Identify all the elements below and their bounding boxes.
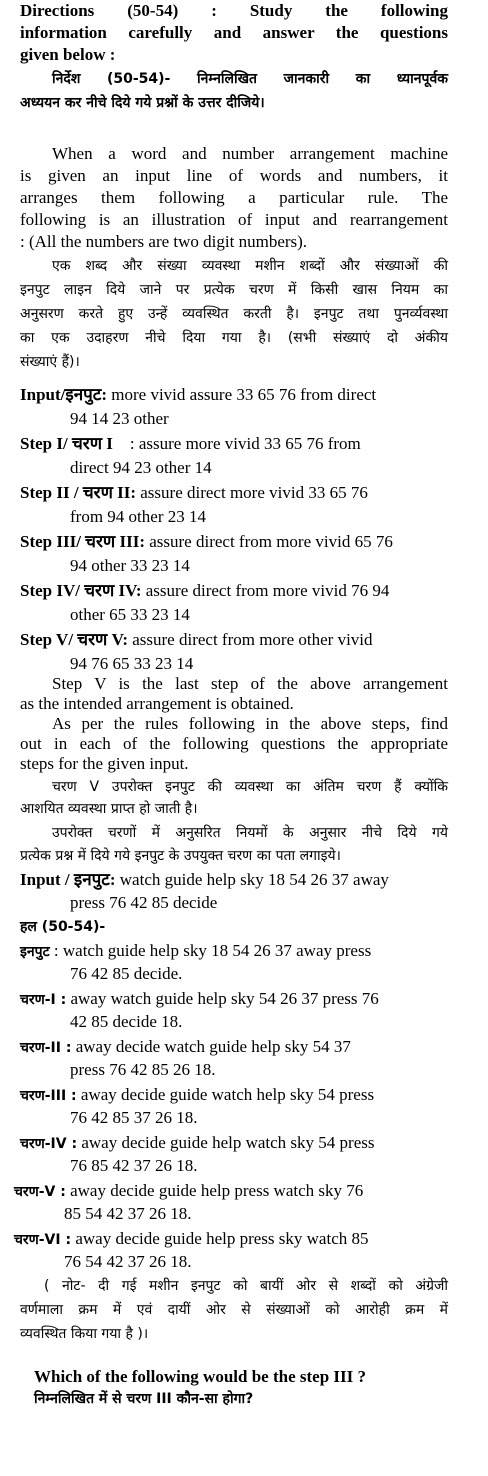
rule-line: As per the rules following in the above steps, find bbox=[52, 714, 448, 733]
given-input-text: watch guide help sky 18 54 26 37 away bbox=[115, 870, 389, 889]
solution-label: चरण-IV : bbox=[20, 1136, 78, 1152]
example-text-cont: direct 94 23 other 14 bbox=[70, 458, 212, 477]
given-input-label: Input / इनपुट: bbox=[20, 870, 116, 889]
given-input bbox=[20, 869, 389, 891]
solution-heading: हल (50-54)- bbox=[20, 919, 106, 935]
example-step bbox=[20, 433, 361, 455]
solution-label: चरण-III : bbox=[20, 1088, 77, 1104]
solution-label: चरण-V : bbox=[14, 1184, 66, 1200]
solution-text-cont: 76 54 42 37 26 18. bbox=[64, 1252, 192, 1271]
note-line: ( नोट- दी गई मशीन इनपुट को बायीं ओर से शब्दों को अंग्रेजी bbox=[44, 1278, 448, 1294]
rule-hindi-line: प्रत्येक प्रश्न में दिये गये इनपुट के उपयुक्त चरण का पता लगाइये। bbox=[20, 848, 341, 864]
solution-step bbox=[20, 1036, 351, 1059]
directions-line: information carefully and answer the questions bbox=[20, 23, 448, 42]
intro-line: : (All the numbers are two digit numbers). bbox=[20, 232, 308, 251]
directions-line: Directions (50-54) : Study the following bbox=[20, 1, 448, 20]
example-step bbox=[20, 531, 393, 553]
solution-text-cont: 42 85 decide 18. bbox=[70, 1012, 183, 1031]
rule-hindi-line: आशयित व्यवस्था प्राप्त हो जाती है। bbox=[20, 801, 198, 817]
solution-text: away decide watch guide help sky 54 37 bbox=[71, 1037, 351, 1056]
directions-hindi-line: निर्देश (50-54)- निम्नलिखित जानकारी का ध्यानपूर्वक bbox=[52, 71, 448, 87]
example-text-cont: 94 14 23 other bbox=[70, 409, 169, 428]
example-input bbox=[20, 384, 376, 406]
intro-line: following is an illustration of input and rearrangement bbox=[20, 210, 448, 229]
rule-line: as the intended arrangement is obtained. bbox=[20, 694, 294, 713]
example-text-cont: 94 other 33 23 14 bbox=[70, 556, 190, 575]
solution-text: away decide guide watch help sky 54 press bbox=[76, 1085, 375, 1104]
note-line: वर्णमाला क्रम में एवं दायीं ओर से संख्याओं को आरोही क्रम में bbox=[20, 1302, 448, 1318]
rule-line: steps for the given input. bbox=[20, 754, 189, 773]
example-step bbox=[20, 482, 368, 504]
solution-text: : watch guide help sky 18 54 26 37 away press bbox=[49, 941, 372, 960]
solution-text-cont: 76 42 85 37 26 18. bbox=[70, 1108, 198, 1127]
example-label: Step V/ चरण V: bbox=[20, 630, 128, 649]
note-line: व्यवस्थित किया गया है )। bbox=[20, 1326, 149, 1342]
directions-line: given below : bbox=[20, 45, 116, 64]
intro-line: arranges them following a particular rule. The bbox=[20, 188, 448, 207]
intro-line: is given an input line of words and numbers, it bbox=[20, 166, 448, 185]
given-input-cont: press 76 42 85 decide bbox=[70, 893, 218, 912]
intro-hindi-line: संख्याएं हैं)। bbox=[20, 354, 80, 370]
intro-hindi-line: अनुसरण करते हुए उन्हें व्यवस्थित करती है। इनपुट तथा पुनर्व्यवस्था bbox=[20, 306, 448, 322]
solution-step bbox=[14, 1180, 363, 1203]
rule-hindi-line: उपरोक्त चरणों में अनुसरित नियमों के अनुसार नीचे दिये गये bbox=[52, 825, 448, 841]
solution-step bbox=[14, 1228, 369, 1251]
solution-text: away decide guide help press sky watch 85 bbox=[71, 1229, 369, 1248]
example-text: assure direct from more other vivid bbox=[127, 630, 373, 649]
solution-step bbox=[20, 1084, 374, 1107]
solution-step bbox=[20, 940, 371, 963]
example-label: Input/इनपुट: bbox=[20, 385, 108, 404]
example-text-cont: 94 76 65 33 23 14 bbox=[70, 654, 194, 673]
solution-step bbox=[20, 1132, 375, 1155]
solution-text-cont: 76 42 85 decide. bbox=[70, 964, 183, 983]
intro-hindi-line: का एक उदाहरण नीचे दिया गया है। (सभी संख्याएं दो अंकीय bbox=[20, 330, 448, 346]
example-text-cont: from 94 other 23 14 bbox=[70, 507, 206, 526]
example-label: Step I/ चरण I bbox=[20, 434, 113, 453]
solution-text-cont: 85 54 42 37 26 18. bbox=[64, 1204, 192, 1223]
example-label: Step III/ चरण III: bbox=[20, 532, 145, 551]
solution-text-cont: 76 85 42 37 26 18. bbox=[70, 1156, 198, 1175]
example-text: more vivid assure 33 65 76 from direct bbox=[107, 385, 377, 404]
directions-hindi-line: अध्ययन कर नीचे दिये गये प्रश्नों के उत्तर दीजिये। bbox=[20, 95, 265, 111]
solution-step bbox=[20, 988, 379, 1011]
example-text: assure direct from more vivid 65 76 bbox=[144, 532, 393, 551]
solution-label: चरण-VI : bbox=[14, 1232, 72, 1248]
example-text: : assure more vivid 33 65 76 from bbox=[112, 434, 361, 453]
solution-text: away decide guide help watch sky 54 press bbox=[77, 1133, 375, 1152]
intro-line: When a word and number arrangement machine bbox=[52, 144, 448, 163]
solution-label: चरण-I : bbox=[20, 992, 67, 1008]
example-text: assure direct more vivid 33 65 76 bbox=[136, 483, 368, 502]
example-label: Step IV/ चरण IV: bbox=[20, 581, 142, 600]
question-text: Which of the following would be the step III ? bbox=[34, 1367, 367, 1386]
solution-text: away watch guide help sky 54 26 37 press 76 bbox=[66, 989, 379, 1008]
example-text: assure direct from more vivid 76 94 bbox=[141, 581, 390, 600]
solution-text: away decide guide help press watch sky 76 bbox=[65, 1181, 364, 1200]
example-label: Step II / चरण II: bbox=[20, 483, 137, 502]
intro-hindi-line: एक शब्द और संख्या व्यवस्था मशीन शब्दों और संख्याओं की bbox=[52, 258, 448, 274]
rule-line: out in each of the following questions the appropriate bbox=[20, 734, 448, 753]
solution-label: चरण-II : bbox=[20, 1040, 72, 1056]
solution-label: इनपुट bbox=[20, 944, 50, 960]
rule-hindi-line: चरण V उपरोक्त इनपुट की व्यवस्था का अंतिम चरण हैं क्योंकि bbox=[52, 779, 448, 795]
intro-hindi-line: इनपुट लाइन दिये जाने पर प्रत्येक चरण में किसी खास नियम का bbox=[20, 282, 448, 298]
example-text-cont: other 65 33 23 14 bbox=[70, 605, 190, 624]
rule-line: Step V is the last step of the above arrangement bbox=[52, 674, 448, 693]
example-step bbox=[20, 629, 373, 651]
question-hindi-text: निम्नलिखित में से चरण III कौन-सा होगा? bbox=[34, 1391, 254, 1407]
example-step bbox=[20, 580, 389, 602]
solution-text-cont: press 76 42 85 26 18. bbox=[70, 1060, 216, 1079]
